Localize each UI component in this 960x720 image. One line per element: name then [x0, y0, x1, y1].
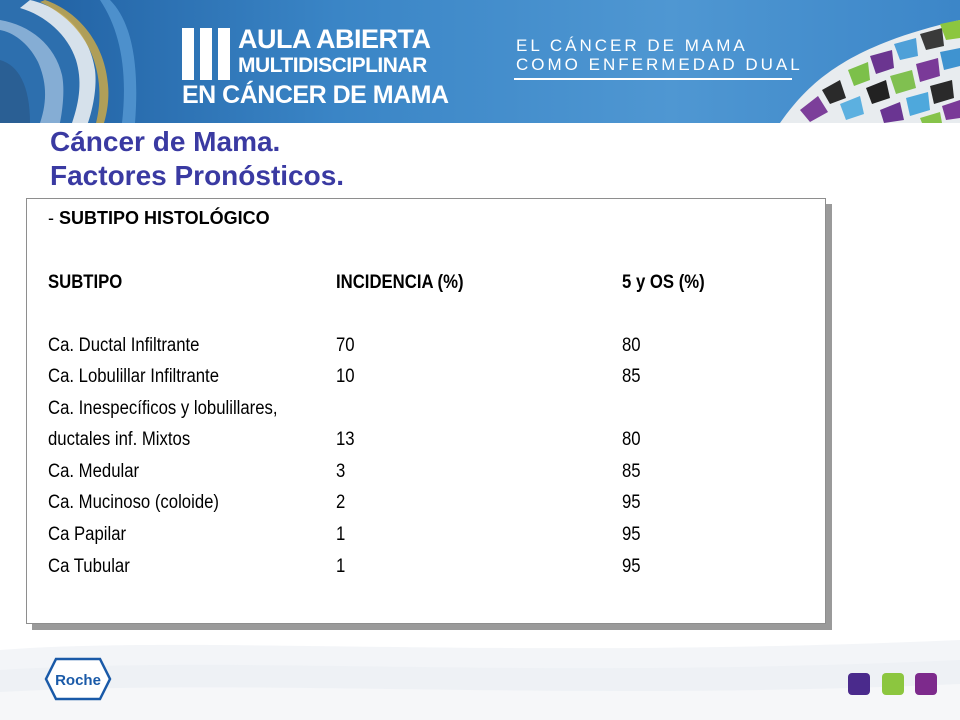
dot-green [882, 673, 904, 695]
column-header-os: 5 y OS (%) [622, 272, 705, 293]
dot-purple [848, 673, 870, 695]
row-incidence: 10 [336, 366, 355, 387]
row-subtype: ductales inf. Mixtos [48, 429, 191, 450]
slide-title [50, 125, 344, 193]
row-incidence: 13 [336, 429, 355, 450]
logo-line-1: AULA ABIERTA [238, 24, 431, 54]
logo-roman-numeral [182, 28, 232, 80]
row-incidence: 2 [336, 492, 346, 513]
tagline-underline [514, 78, 792, 80]
row-subtype: Ca. Inespecíficos y lobulillares, [48, 398, 278, 419]
mosaic-swirl-left [0, 0, 150, 123]
section-heading [48, 208, 270, 229]
row-incidence: 1 [336, 524, 346, 545]
row-subtype: Ca. Mucinoso (coloide) [48, 492, 219, 513]
row-survival: 80 [622, 429, 641, 450]
tagline-line-1: EL CÁNCER DE MAMA [516, 36, 748, 55]
row-survival: 95 [622, 524, 641, 545]
row-subtype: Ca Tubular [48, 556, 130, 577]
row-subtype: Ca Papilar [48, 524, 127, 545]
dot-magenta [915, 673, 937, 695]
section-dash: - [48, 208, 59, 228]
row-survival: 95 [622, 492, 641, 513]
row-survival: 85 [622, 366, 641, 387]
mosaic-tiles-right [770, 0, 960, 123]
roche-logo [44, 657, 112, 701]
logo-line-2: MULTIDISCIPLINAR [238, 54, 427, 77]
footer-waves [0, 630, 960, 720]
row-survival: 85 [622, 461, 641, 482]
row-subtype: Ca. Ductal Infiltrante [48, 335, 200, 356]
header-banner [0, 0, 960, 123]
row-incidence: 1 [336, 556, 346, 577]
row-incidence: 3 [336, 461, 346, 482]
row-survival: 95 [622, 556, 641, 577]
slide-title-line-2: Factores Pronósticos. [50, 160, 345, 191]
column-header-subtipo: SUBTIPO [48, 272, 123, 293]
row-survival: 80 [622, 335, 641, 356]
row-subtype: Ca. Medular [48, 461, 140, 482]
row-subtype: Ca. Lobulillar Infiltrante [48, 366, 220, 387]
event-logo [182, 24, 449, 109]
tagline-line-2: COMO ENFERMEDAD DUAL [516, 55, 803, 74]
row-incidence: 70 [336, 335, 355, 356]
header-tagline [516, 36, 803, 74]
column-header-incidencia: INCIDENCIA (%) [336, 272, 464, 293]
logo-line-3: EN CÁNCER DE MAMA [182, 81, 449, 109]
section-label: SUBTIPO HISTOLÓGICO [59, 208, 270, 228]
roche-logo-text: Roche [55, 672, 101, 689]
slide-title-line-1: Cáncer de Mama. [50, 126, 281, 157]
